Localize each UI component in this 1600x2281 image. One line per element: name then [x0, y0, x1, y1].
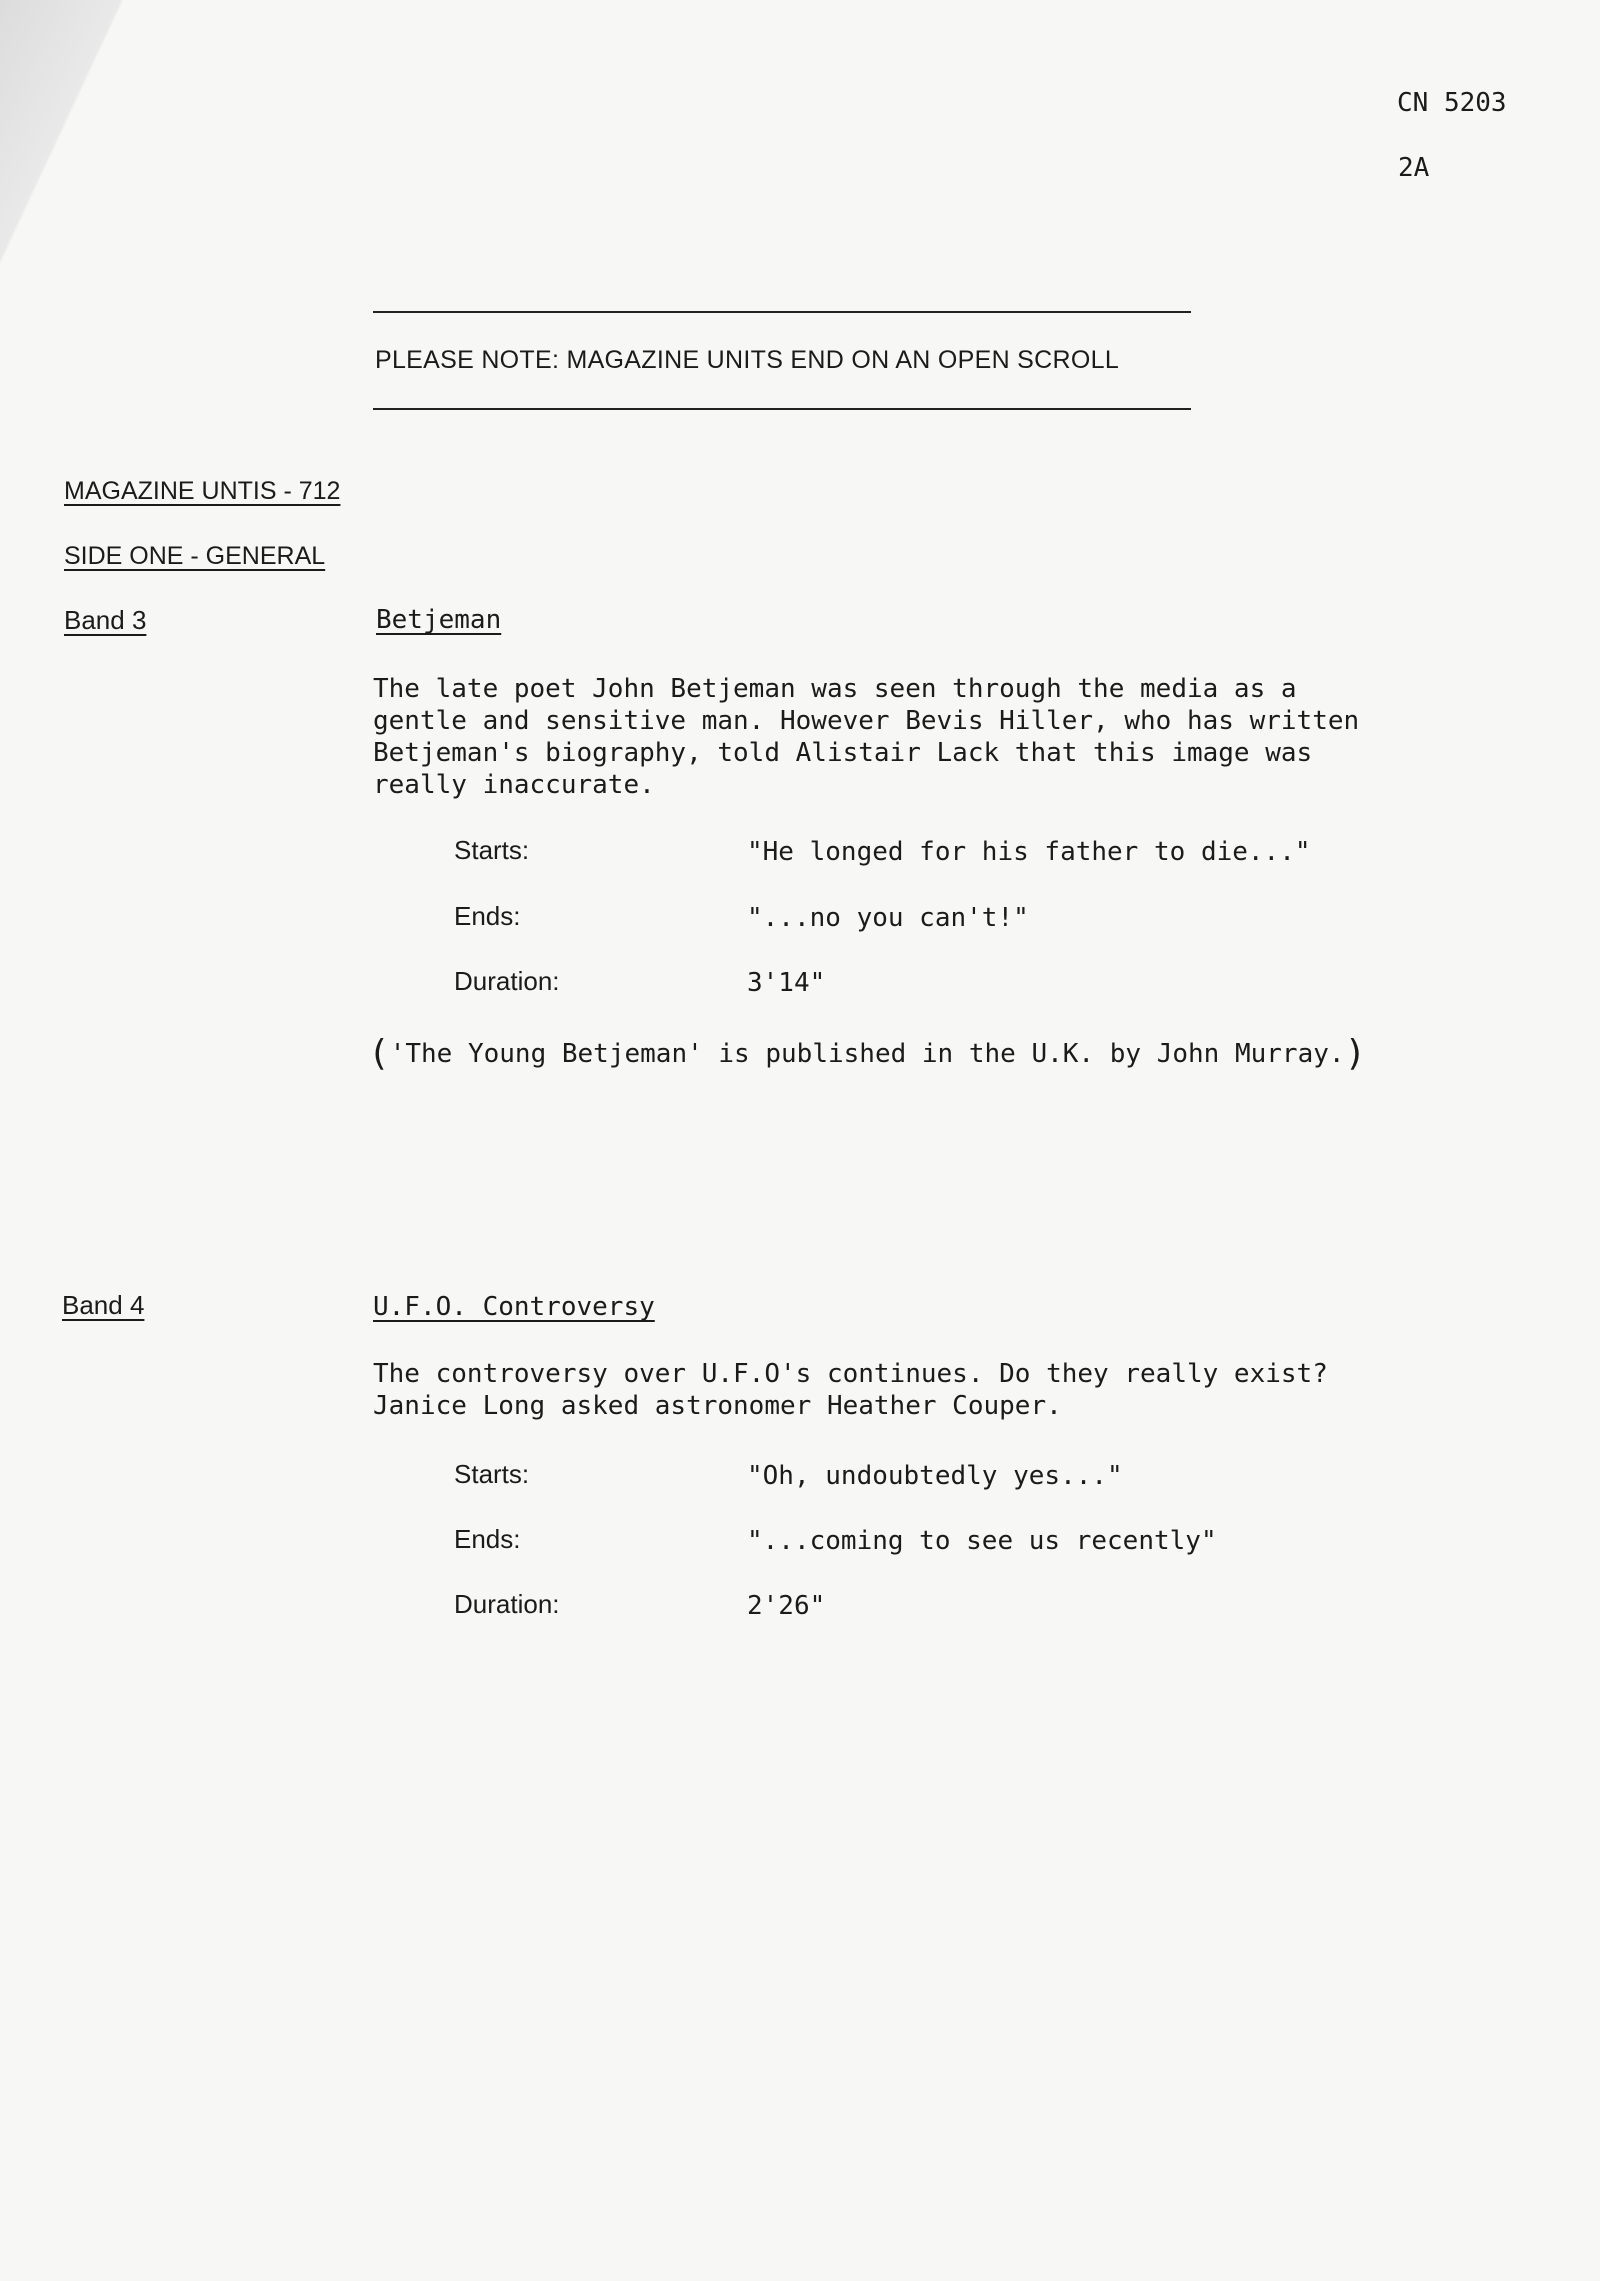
duration-label: Duration:	[454, 1589, 560, 1619]
ends-value: "...no you can't!"	[747, 903, 1029, 933]
note-text: 'The Young Betjeman' is published in the U.K. by John Murray.	[389, 1039, 1345, 1069]
ends-value: "...coming to see us recently"	[747, 1526, 1217, 1556]
notice-top-rule	[373, 311, 1191, 313]
ends-label: Ends:	[454, 1524, 521, 1554]
open-paren-glyph: (	[368, 1033, 390, 1074]
ends-label: Ends:	[454, 901, 521, 931]
starts-value: "He longed for his father to die..."	[747, 837, 1311, 867]
close-paren-glyph: )	[1344, 1033, 1367, 1074]
description-line: The late poet John Betjeman was seen through the media as a	[373, 674, 1297, 704]
publication-note	[368, 1033, 1366, 1074]
band-label: Band 3	[64, 605, 147, 635]
description-line: The controversy over U.F.O's continues. Do they really exist?	[373, 1359, 1328, 1389]
notice-text: PLEASE NOTE: MAGAZINE UNITS END ON AN OPEN SCROLL	[375, 346, 1120, 374]
scan-edge-shadow	[0, 0, 150, 360]
duration-value: 2'26"	[747, 1591, 826, 1621]
description-line: Janice Long asked astronomer Heather Couper.	[373, 1391, 1062, 1421]
description-line: Betjeman's biography, told Alistair Lack that this image was	[373, 738, 1313, 768]
band-label: Band 4	[62, 1290, 145, 1320]
band-description	[373, 673, 1359, 801]
starts-label: Starts:	[454, 1459, 530, 1489]
band-description	[373, 1358, 1328, 1422]
side-heading: SIDE ONE - GENERAL	[64, 542, 326, 570]
starts-label: Starts:	[454, 835, 530, 865]
duration-value: 3'14"	[747, 968, 826, 998]
notice-bottom-rule	[373, 408, 1191, 410]
reference-number: CN 5203	[1397, 88, 1507, 118]
page-code: 2A	[1398, 153, 1430, 183]
band-title: Betjeman	[376, 605, 502, 635]
starts-value: "Oh, undoubtedly yes..."	[747, 1461, 1123, 1491]
description-line: really inaccurate.	[373, 770, 655, 800]
unit-heading: MAGAZINE UNTIS - 712	[64, 477, 341, 505]
band-title: U.F.O. Controversy	[373, 1292, 655, 1322]
description-line: gentle and sensitive man. However Bevis Hiller, who has written	[373, 706, 1360, 736]
duration-label: Duration:	[454, 966, 560, 996]
